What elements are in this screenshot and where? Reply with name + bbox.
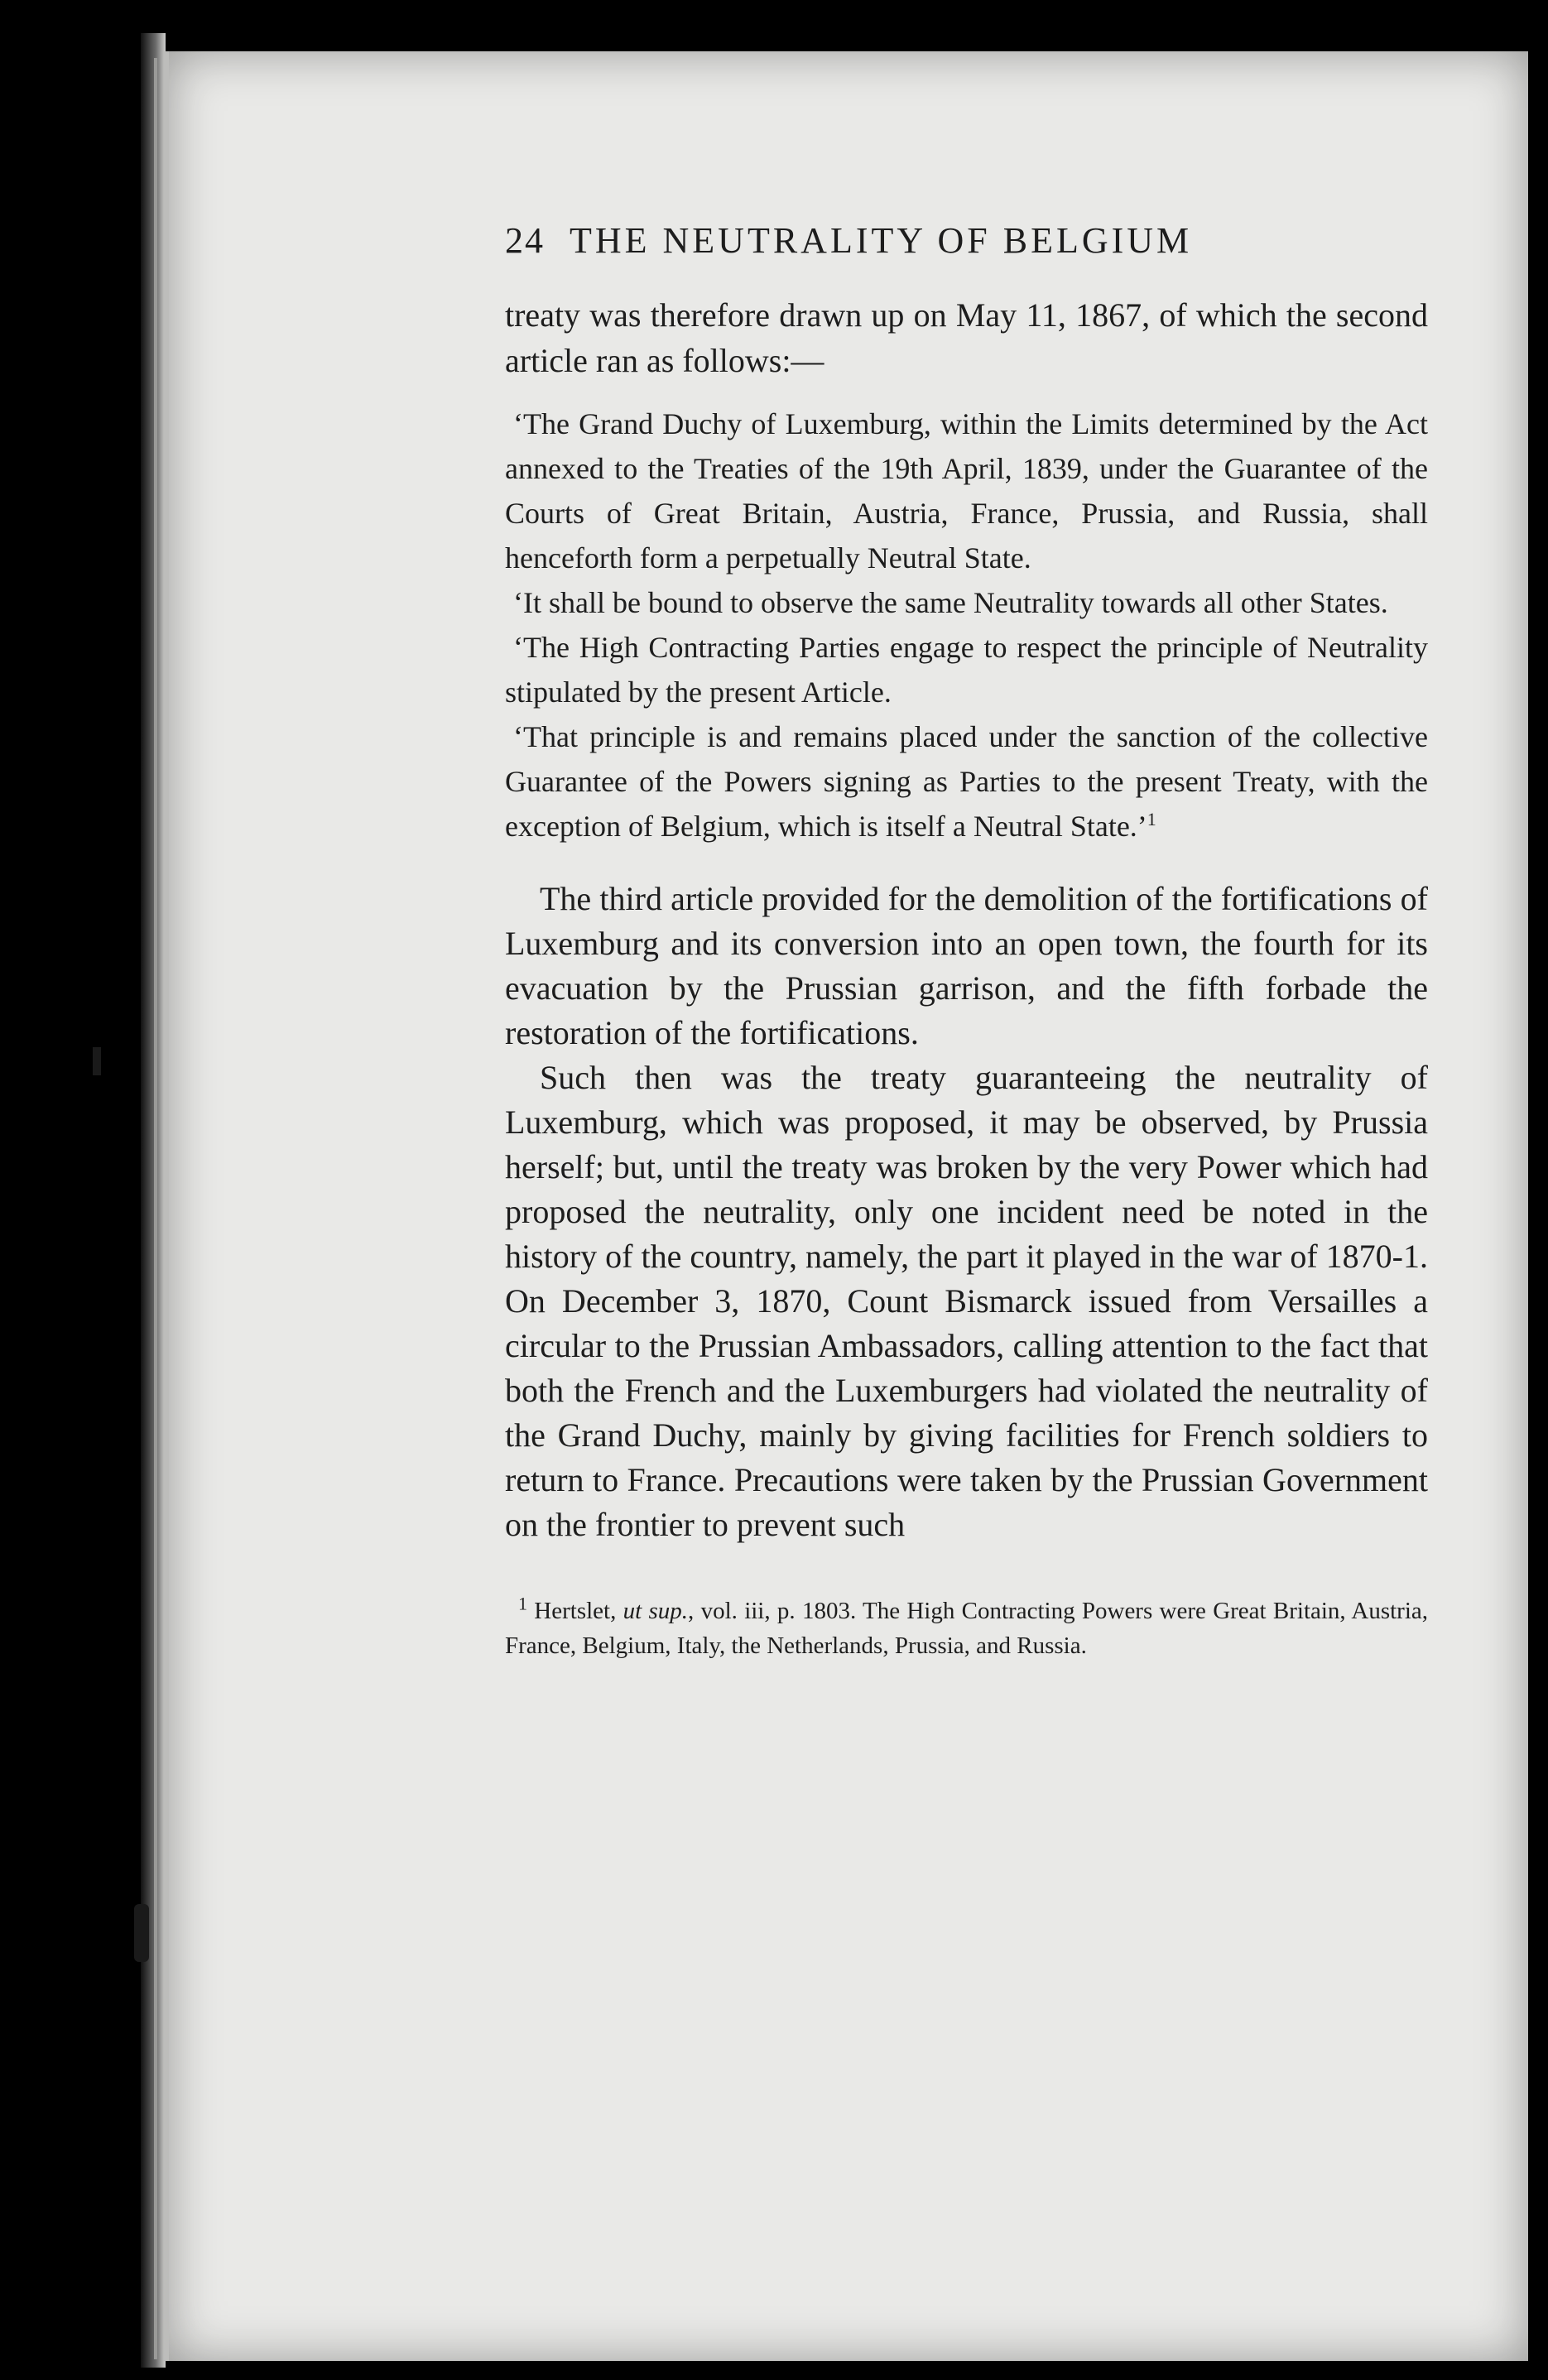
quoted-treaty-article bbox=[505, 401, 1428, 849]
binding-mark bbox=[134, 1904, 149, 1962]
running-title: THE NEUTRALITY OF BELGIUM bbox=[570, 220, 1193, 261]
footnote-lead: Hertslet, bbox=[534, 1598, 623, 1624]
footnote-marker: 1 bbox=[518, 1593, 527, 1614]
quote-text: ‘That principle is and remains placed under the sanction of the collective Guarantee of the Powers signing as Parties to the present Treaty, with the exception of Belgium, which is itself a Neutral State.’ bbox=[505, 720, 1428, 843]
footnote-text bbox=[505, 1594, 1428, 1663]
quote-paragraph: ‘It shall be bound to observe the same Neutrality towards all other States. bbox=[513, 586, 1388, 619]
binding-mark bbox=[93, 1047, 101, 1075]
body-paragraph: The third article provided for the demolition of the fortifications of Luxemburg and its conversion into an open town, the fourth for its evacuation by the Prussian garrison, and the fifth forbade the restoration of the fortifications. bbox=[505, 880, 1428, 1051]
body-paragraph: Such then was the treaty guaranteeing the neutrality of Luxemburg, which was proposed, it may be observed, by Prussia herself; but, until the treaty was broken by the very Power which had proposed the neutrality, only one incident need be noted in the history of the country, namely, the part it played in the war of 1870-1. On December 3, 1870, Count Bismarck issued from Versailles a circular to the Prussian Ambassadors, calling attention to the fact that both the French and the Luxemburgers had violated the neutrality of the Grand Duchy, mainly by giving facilities for French soldiers to return to France. Precautions were taken by the Prussian Government on the frontier to prevent such bbox=[505, 1059, 1428, 1543]
intro-paragraph: treaty was therefore drawn up on May 11, 1867, of which the second article ran as follows:— bbox=[505, 296, 1428, 379]
quote-paragraph: ‘The Grand Duchy of Luxemburg, within the Limits determined by the Act annexed to the Treaties of the 19th April, 1839, under the Guarantee of the Courts of Great Britain, Austria, France, Prussia, and Russia, shall henceforth form a perpetually Neutral State. bbox=[505, 407, 1428, 575]
spine-shadow bbox=[154, 58, 157, 2359]
page-text bbox=[505, 219, 1428, 1663]
footnote-reference: 1 bbox=[1147, 809, 1156, 829]
footnote-rest: , vol. iii, p. 1803. The High Contracting Powers were Great Britain, Austria, France, Belgium, Italy, the Netherlands, Prussia, and Russia. bbox=[505, 1598, 1428, 1659]
footnote bbox=[505, 1594, 1428, 1663]
footnote-italic: ut sup. bbox=[623, 1598, 689, 1624]
book-gutter bbox=[141, 33, 166, 2368]
page-number: 24 bbox=[505, 220, 545, 261]
running-head bbox=[505, 219, 1428, 277]
quote-paragraph-last bbox=[505, 714, 1428, 849]
quote-paragraph: ‘The High Contracting Parties engage to respect the principle of Neutrality stipulated by the present Article. bbox=[505, 631, 1428, 709]
